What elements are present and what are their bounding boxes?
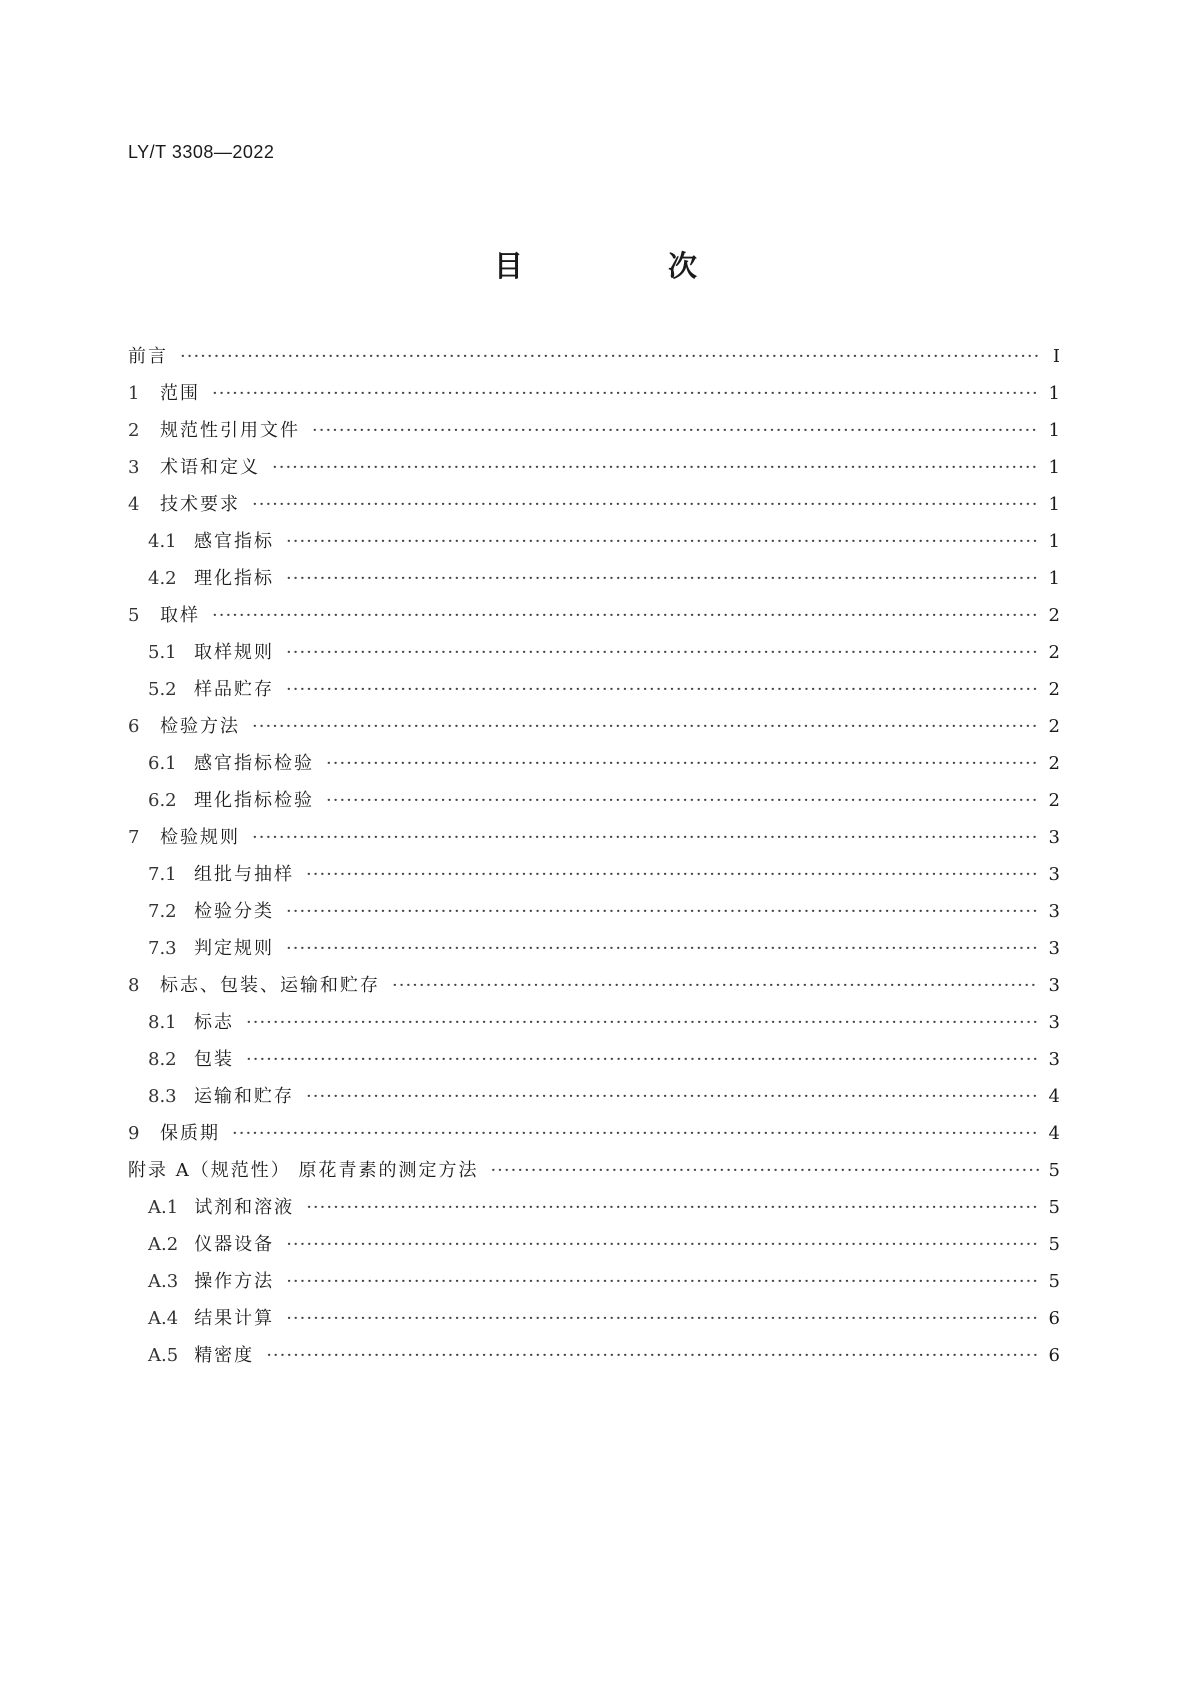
dot-leader [212,383,1039,404]
toc-entry-page: 5 [1048,1160,1060,1181]
toc-entry-page: 5 [1048,1271,1060,1292]
toc-entry[interactable] [128,1230,1060,1267]
table-of-contents [128,342,1060,1378]
toc-entry-number: 8.2 [148,1049,177,1070]
toc-entry[interactable] [128,897,1060,934]
toc-entry-label: 判定规则 [194,938,274,959]
toc-entry-page: 2 [1048,716,1060,737]
toc-entry-page: 1 [1048,457,1060,478]
toc-entry[interactable] [128,527,1060,564]
toc-entry-label: 检验规则 [160,827,240,848]
toc-entry-label: 组批与抽样 [194,864,294,885]
toc-entry[interactable] [128,1045,1060,1082]
toc-entry-number: 8 [128,975,140,996]
toc-entry-page: 1 [1048,531,1060,552]
toc-entry-label: 感官指标 [194,531,274,552]
toc-entry-label: 标志 [194,1012,234,1033]
toc-entry-page: 3 [1048,1049,1060,1070]
toc-entry-number: 5.1 [148,642,177,663]
toc-entry-label: 理化指标检验 [194,790,314,811]
toc-entry-label: 包装 [194,1049,234,1070]
toc-entry-label: 感官指标检验 [194,753,314,774]
toc-entry-page: 1 [1048,494,1060,515]
dot-leader [286,679,1039,700]
dot-leader [312,420,1039,441]
toc-entry-number: A.2 [148,1234,179,1255]
toc-entry-number: 7 [128,827,140,848]
toc-entry[interactable] [128,453,1060,490]
toc-entry-page: 2 [1048,605,1060,626]
dot-leader [392,975,1039,996]
toc-entry-number: 8.1 [148,1012,177,1033]
toc-entry-page: 2 [1048,679,1060,700]
toc-entry[interactable] [128,1304,1060,1341]
dot-leader [286,938,1039,959]
toc-entry-number: A.1 [148,1197,179,1218]
toc-entry[interactable] [128,1193,1060,1230]
dot-leader [326,753,1039,774]
toc-entry-label: 附录 A（规范性） 原花青素的测定方法 [128,1160,479,1181]
toc-entry-label: 技术要求 [160,494,240,515]
toc-entry-label: 操作方法 [194,1271,275,1292]
toc-entry-label: 运输和贮存 [194,1086,294,1107]
toc-entry-number: 9 [128,1123,140,1144]
toc-entry-label: 规范性引用文件 [160,420,300,441]
dot-leader [266,1345,1038,1366]
toc-entry[interactable] [128,971,1060,1008]
toc-entry-page: 3 [1048,975,1060,996]
toc-entry-number: 3 [128,457,140,478]
toc-entry-number: 4.1 [148,531,177,552]
toc-entry-page: 6 [1048,1308,1060,1329]
toc-entry-page: 4 [1048,1086,1060,1107]
toc-entry-page: 1 [1048,383,1060,404]
toc-entry-label: 范围 [160,383,200,404]
toc-entry[interactable] [128,786,1060,823]
toc-entry-number: 7.1 [148,864,177,885]
toc-entry[interactable] [128,749,1060,786]
dot-leader [490,1160,1038,1181]
toc-entry-number: 6.2 [148,790,177,811]
toc-entry-number: 5 [128,605,140,626]
toc-entry-label: 标志、包装、运输和贮存 [160,975,380,996]
dot-leader [286,568,1039,589]
dot-leader [252,716,1039,737]
toc-entry[interactable] [128,1119,1060,1156]
dot-leader [286,642,1039,663]
toc-entry[interactable] [128,490,1060,527]
dot-leader [306,864,1039,885]
dot-leader [246,1012,1039,1033]
toc-entry-page: 5 [1048,1197,1060,1218]
toc-entry-label: 保质期 [160,1123,220,1144]
dot-leader [212,605,1039,626]
dot-leader [286,531,1039,552]
toc-entry[interactable] [128,638,1060,675]
dot-leader [246,1049,1039,1070]
dot-leader [286,1308,1038,1329]
toc-entry-number: 7.2 [148,901,177,922]
toc-entry-page: 1 [1048,568,1060,589]
toc-entry-page: 3 [1048,827,1060,848]
toc-entry-number: 6.1 [148,753,177,774]
toc-entry-page: 1 [1048,420,1060,441]
toc-entry-page: 3 [1048,864,1060,885]
dot-leader [326,790,1039,811]
toc-entry-label: 仪器设备 [194,1234,275,1255]
dot-leader [252,827,1039,848]
toc-entry-label: 理化指标 [194,568,274,589]
toc-entry-label: 术语和定义 [160,457,260,478]
toc-entry-number: A.3 [148,1271,179,1292]
toc-entry-label: 试剂和溶液 [194,1197,295,1218]
toc-entry-page: 3 [1048,938,1060,959]
toc-entry-label: 取样规则 [194,642,274,663]
toc-entry-page: 3 [1048,1012,1060,1033]
toc-entry-label: 结果计算 [194,1308,275,1329]
dot-leader [286,1271,1038,1292]
toc-entry-number: 4 [128,494,140,515]
toc-entry[interactable] [128,934,1060,971]
toc-entry-label: 检验方法 [160,716,240,737]
toc-entry-number: 6 [128,716,140,737]
toc-entry-page: 2 [1048,642,1060,663]
toc-entry[interactable] [128,416,1060,453]
toc-entry-number: 1 [128,383,140,404]
dot-leader [286,1234,1038,1255]
toc-entry-number: 2 [128,420,140,441]
toc-entry[interactable] [128,823,1060,860]
toc-entry[interactable] [128,675,1060,712]
toc-entry-number: A.4 [148,1308,179,1329]
toc-entry-number: A.5 [148,1345,179,1366]
toc-entry[interactable] [128,1008,1060,1045]
dot-leader [180,346,1040,367]
toc-entry-label: 检验分类 [194,901,274,922]
standard-number: LY/T 3308—2022 [128,142,275,162]
toc-entry-page: 4 [1048,1123,1060,1144]
toc-entry-number: 5.2 [148,679,177,700]
toc-entry[interactable] [128,601,1060,638]
dot-leader [272,457,1039,478]
toc-entry-page: 3 [1048,901,1060,922]
toc-entry-label: 样品贮存 [194,679,274,700]
dot-leader [306,1086,1039,1107]
toc-entry-number: 8.3 [148,1086,177,1107]
toc-title: 目 次 [493,249,755,283]
dot-leader [286,901,1039,922]
toc-entry-page: 6 [1048,1345,1060,1366]
toc-entry-number: 7.3 [148,938,177,959]
toc-entry-page: 5 [1048,1234,1060,1255]
toc-entry[interactable] [128,379,1060,416]
toc-entry[interactable] [128,1341,1060,1378]
toc-entry-number: 4.2 [148,568,177,589]
toc-entry[interactable] [128,1156,1060,1193]
toc-entry-page: Ⅰ [1052,346,1060,367]
toc-entry[interactable] [128,342,1060,379]
toc-entry-page: 2 [1048,790,1060,811]
toc-entry-label: 精密度 [194,1345,255,1366]
toc-entry[interactable] [128,1267,1060,1304]
toc-entry[interactable] [128,1082,1060,1119]
toc-entry[interactable] [128,564,1060,601]
toc-entry[interactable] [128,712,1060,749]
dot-leader [306,1197,1038,1218]
dot-leader [252,494,1039,515]
toc-entry-label: 前言 [128,346,168,367]
dot-leader [232,1123,1039,1144]
toc-entry[interactable] [128,860,1060,897]
toc-entry-page: 2 [1048,753,1060,774]
toc-entry-label: 取样 [160,605,200,626]
